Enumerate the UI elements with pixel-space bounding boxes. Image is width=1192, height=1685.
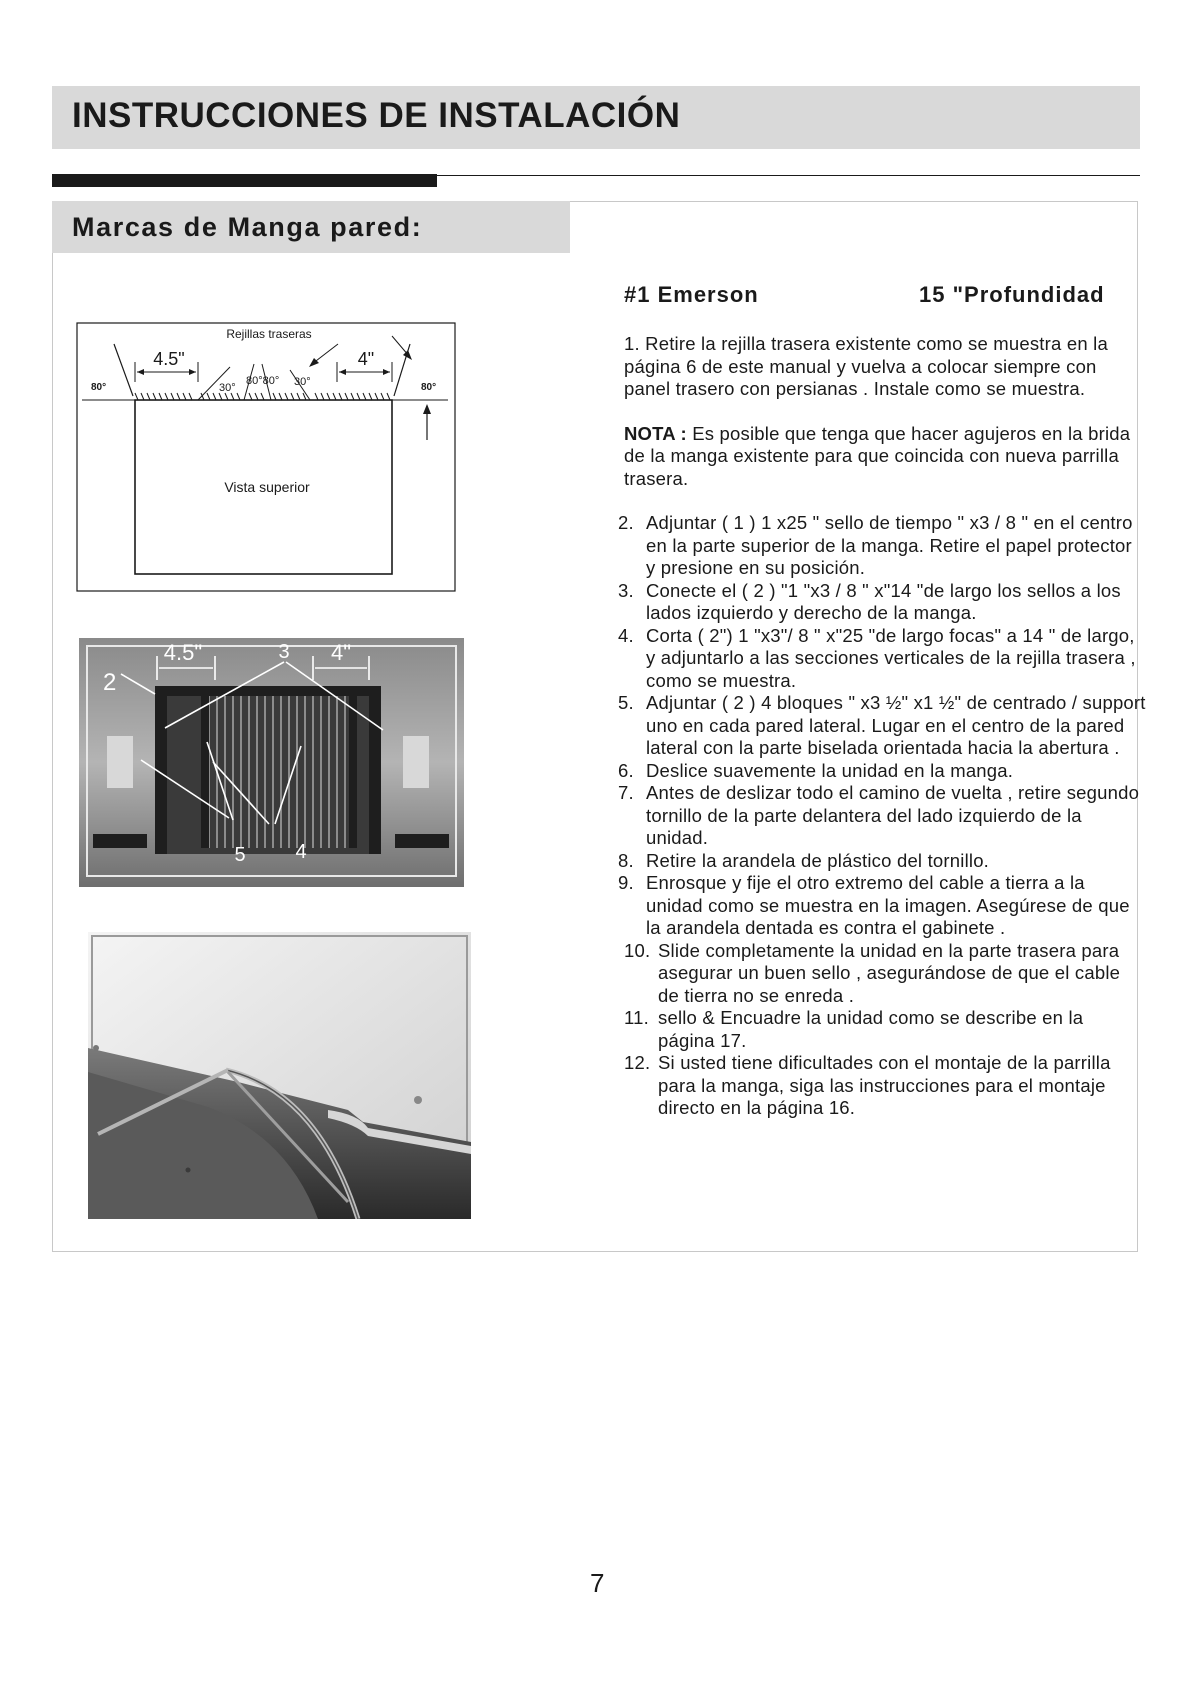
step-item <box>610 692 1146 760</box>
dim-right-label: 4" <box>357 349 375 369</box>
step-item <box>610 782 1146 850</box>
step-item <box>610 760 1146 783</box>
angle-center: 80°80° <box>246 375 280 387</box>
screw-icon <box>93 1045 99 1051</box>
step-text: Retire la arandela de plástico del tornillo. <box>646 849 990 871</box>
steps-list <box>610 512 1160 1120</box>
step-item <box>610 580 1146 625</box>
step-item <box>610 625 1146 693</box>
view-label: Vista superior <box>224 479 310 495</box>
angle-outer-right: 80° <box>421 382 437 393</box>
photo1-dim-left: 4.5" <box>163 640 203 665</box>
step-text: sello & Encuadre la unidad como se describe en la página 17. <box>658 1007 1084 1051</box>
angle-inner-right: 30° <box>294 376 311 388</box>
step-item <box>610 1052 1143 1120</box>
note-label: NOTA : <box>624 422 687 444</box>
note-paragraph <box>610 423 1144 491</box>
step-text: Corta ( 2") 1 "x3"/ 8 " x"25 "de largo focas" a 14 " de largo, y adjuntarlo a las secciones verticales de la rejilla trasera , como se muestra. <box>646 624 1136 691</box>
step-item <box>610 850 1146 873</box>
intro-paragraph: 1. Retire la rejilla trasera existente como se muestra en la página 6 de este manual y vuelva a colocar siempre con panel trasero con persianas . Instale como se muestra. <box>624 333 1108 399</box>
step-number: 6. <box>618 759 634 781</box>
step-number: 7. <box>618 782 634 803</box>
dim-left-label: 4.5" <box>153 349 185 369</box>
sleeve-photo <box>79 638 464 887</box>
step-item <box>610 512 1146 580</box>
step-number: 8. <box>618 849 634 871</box>
angle-outer-left: 80° <box>91 382 107 393</box>
photo1-callout-5: 5 <box>234 844 246 866</box>
step-item <box>610 1007 1143 1052</box>
step-text: Adjuntar ( 2 ) 4 bloques " x3 ½" x1 ½" de centrado / support uno en cada pared lateral. Lugar en el centro de la pared lateral con la parte biselada orientada hacia la abertura . <box>646 692 1146 758</box>
step-text: Slide completamente la unidad en la parte trasera para asegurar un buen sello , asegurándose de que el cable de tierra no se enreda . <box>658 939 1121 1006</box>
photo1-dim-right: 4" <box>330 640 352 665</box>
step-number: 2. <box>618 512 634 533</box>
model-line <box>610 280 1160 310</box>
grilles-label: Rejillas traseras <box>226 327 312 341</box>
instructions-column <box>610 280 1160 1120</box>
section-header <box>52 201 570 253</box>
screw-icon <box>186 1168 191 1173</box>
step-text: Adjuntar ( 1 ) 1 x25 " sello de tiempo " x3 / 8 " en el centro en la parte superior de la manga. Retire el papel protector y presione en su posición. <box>646 512 1133 578</box>
step-text: Deslice suavemente la unidad en la manga. <box>646 759 1014 781</box>
top-view-diagram <box>76 322 456 592</box>
header-bar <box>52 86 1140 149</box>
ground-wire-photo <box>88 932 471 1219</box>
step-text: Si usted tiene dificultades con el montaje de la parrilla para la manga, siga las instrucciones para el montaje directo en la página 16. <box>658 1052 1111 1118</box>
model-name: #1 Emerson <box>624 282 759 307</box>
step-text: Enrosque y fije el otro extremo del cable a tierra a la unidad como se muestra en la imagen. Asegúrese de que la arandela dentada es contra el gabinete . <box>646 872 1130 938</box>
note-text: Es posible que tenga que hacer agujeros en la brida de la manga existente para que coincida con nueva parrilla trasera. <box>624 422 1131 489</box>
step-number: 9. <box>618 872 634 893</box>
step-number: 10. <box>624 939 651 961</box>
photo1-callout-2: 2 <box>103 669 117 696</box>
step-number: 11. <box>624 1007 649 1028</box>
screw-icon <box>414 1096 422 1104</box>
step-text: Conecte el ( 2 ) "1 "x3 / 8 " x"14 "de largo los sellos a los lados izquierdo y derecho de la manga. <box>646 579 1121 623</box>
header-rule-thick <box>52 174 437 187</box>
step-item <box>610 940 1143 1008</box>
photo1-callout-3: 3 <box>278 641 290 663</box>
page-number: 7 <box>590 1568 605 1598</box>
step-item <box>610 872 1146 940</box>
step-number: 12. <box>624 1052 651 1073</box>
header-rule-thin <box>437 175 1140 176</box>
model-depth: 15 "Profundidad <box>919 282 1105 307</box>
angle-inner-left: 30° <box>219 382 236 394</box>
section-title: Marcas de Manga pared: <box>72 212 423 242</box>
step-number: 3. <box>618 579 634 601</box>
step-text: Antes de deslizar todo el camino de vuelta , retire segundo tornillo de la parte delantera del lado izquierdo de la unidad. <box>646 782 1140 848</box>
step-number: 4. <box>618 624 634 646</box>
photo1-callout-4: 4 <box>295 841 307 863</box>
page-title: INSTRUCCIONES DE INSTALACIÓN <box>72 96 681 135</box>
step-number: 5. <box>618 692 634 713</box>
